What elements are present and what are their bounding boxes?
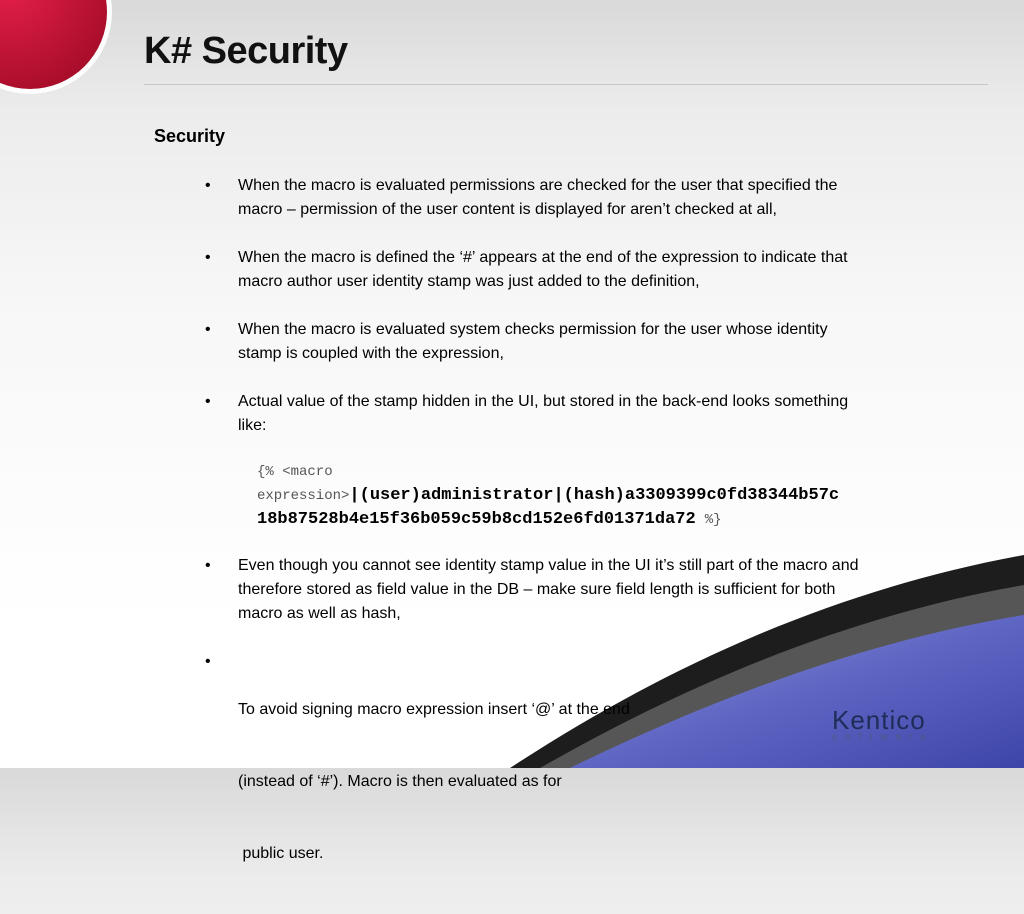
- list-item-line: macro author user identity stamp was just added to the definition,: [238, 273, 700, 290]
- bullet-marker: •: [205, 653, 211, 670]
- code-signature: |(user)administrator|(hash)a3309399c0fd38344b57c: [349, 486, 840, 505]
- list-item-line: (instead of ‘#’). Macro is then evaluated as for: [238, 773, 562, 790]
- list-item-line: public user.: [238, 845, 324, 862]
- bullet-marker: •: [205, 249, 211, 266]
- list-item-line: When the macro is evaluated permissions are checked for the user that specified the: [238, 177, 838, 194]
- page-title: K# Security: [144, 30, 348, 72]
- list-item-line: therefore stored as field value in the DB – make sure field length is sufficient for both: [238, 581, 836, 598]
- kentico-logo: [832, 706, 934, 743]
- list-item-line: stamp is coupled with the expression,: [238, 345, 504, 362]
- list-item-line: To avoid signing macro expression insert ‘@’ at the end: [238, 701, 630, 718]
- code-signature-continued: 18b87528b4e15f36b059c59b8cd152e6fd01371da72: [257, 510, 696, 529]
- list-item-line: Even though you cannot see identity stamp value in the UI it’s still part of the macro and: [238, 557, 859, 574]
- list-item-line: When the macro is defined the ‘#’ appears at the end of the expression to indicate that: [238, 249, 848, 266]
- bullet-marker: •: [205, 557, 211, 574]
- code-sample: [257, 460, 957, 532]
- section-heading: Security: [154, 126, 226, 146]
- logo-name: Kentico: [832, 705, 926, 735]
- code-macro-expression: expression>: [257, 488, 350, 504]
- bullet-marker: •: [205, 177, 211, 194]
- logo-tagline: software: [832, 732, 934, 743]
- bullet-marker: •: [205, 321, 211, 338]
- bullet-marker: •: [205, 393, 211, 410]
- list-item-line: macro as well as hash,: [238, 605, 401, 622]
- list-item-line: Actual value of the stamp hidden in the UI, but stored in the back-end looks something: [238, 393, 849, 410]
- list-item-line: When the macro is evaluated system checks permission for the user whose identity: [238, 321, 828, 338]
- list-item-line: like:: [238, 417, 267, 434]
- list-item-line: macro – permission of the user content is displayed for aren’t checked at all,: [238, 201, 777, 218]
- code-macro-open: {% <macro: [257, 464, 333, 480]
- code-macro-close: %}: [704, 512, 722, 528]
